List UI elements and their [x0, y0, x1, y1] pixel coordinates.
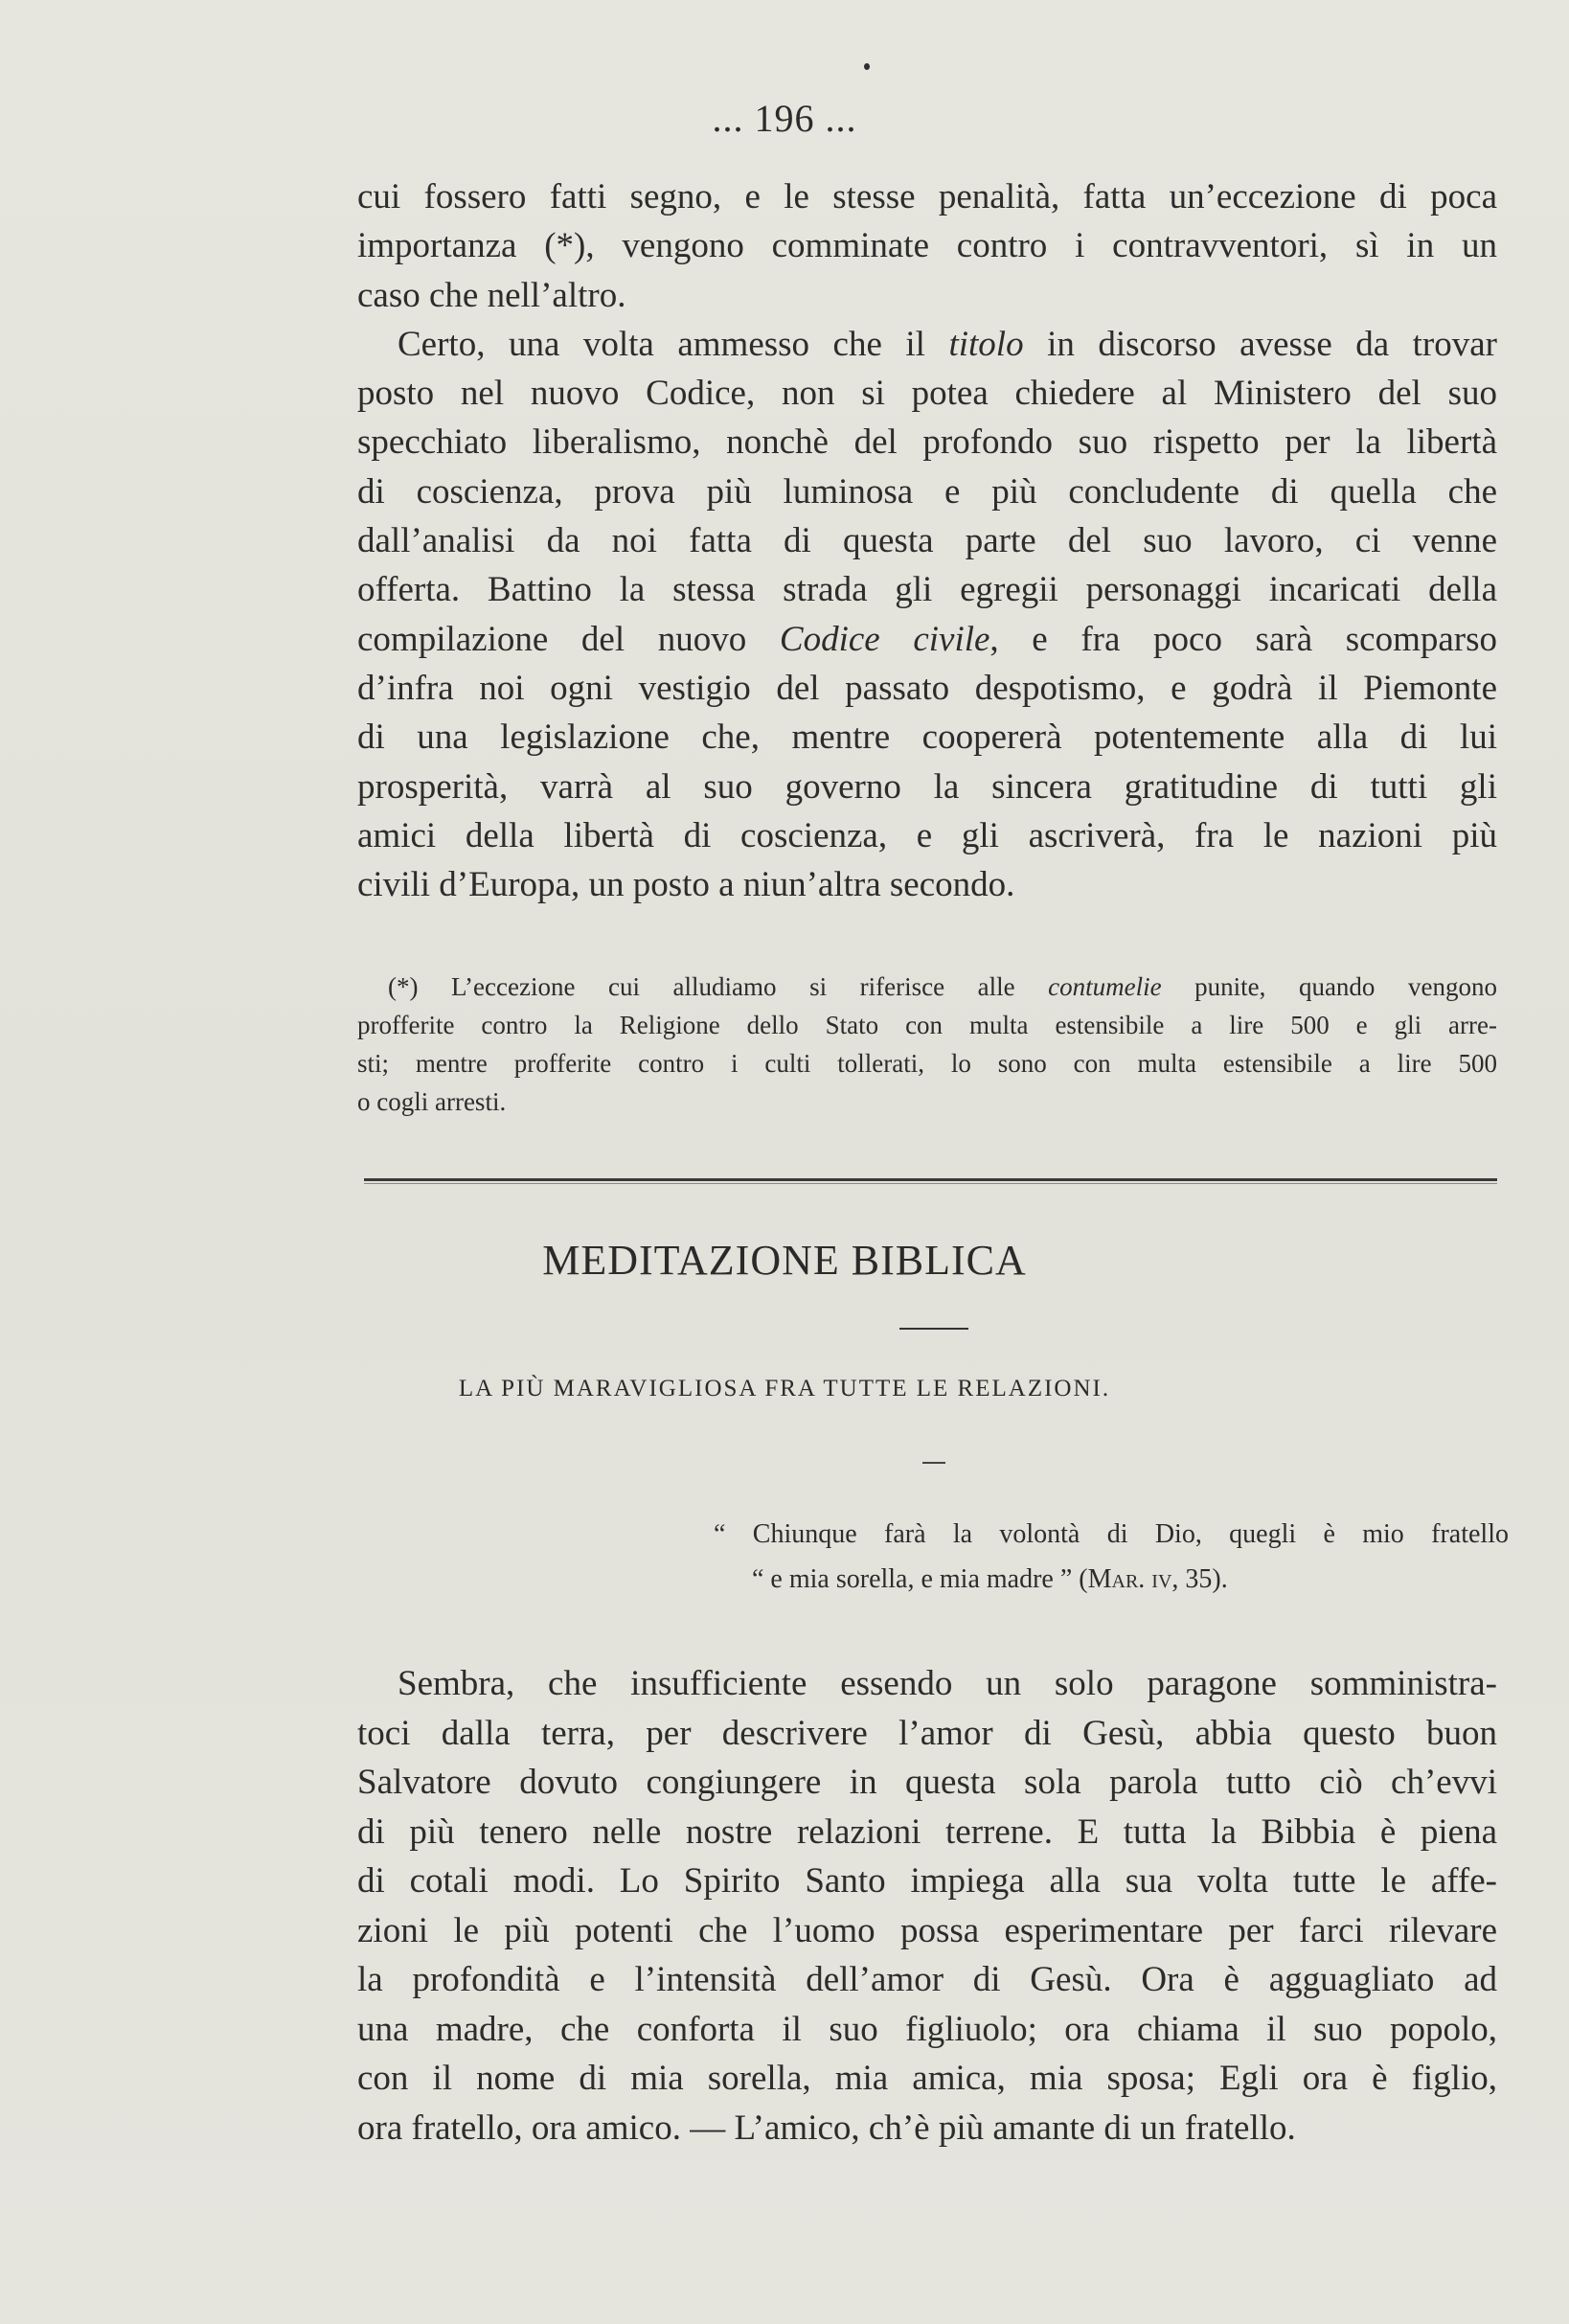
- text-line: d’infra noi ogni vestigio del passato despotismo, e godrà il Piemonte: [357, 668, 1497, 708]
- italic-term: contumelie: [1048, 972, 1162, 1001]
- section-subtitle: LA PIÙ MARAVIGLIOSA FRA TUTTE LE RELAZIONI.: [458, 1376, 1111, 1401]
- epigraph-text: ).: [1212, 1564, 1228, 1594]
- italic-term: titolo: [948, 324, 1024, 364]
- italic-term: Codice civile: [779, 619, 990, 659]
- text-line: di cotali modi. Lo Spirito Santo impiega alla sua volta tutte le affe-: [357, 1861, 1497, 1901]
- text-line: posto nel nuovo Codice, non si potea chiedere al Ministero del suo: [357, 374, 1497, 414]
- text-line: Certo, una volta ammesso che il titolo in discorso avesse da trovar: [398, 324, 1497, 364]
- epigraph-line: [714, 1557, 1509, 1602]
- text-line: caso che nell’altro.: [357, 275, 626, 315]
- epigraph-text: “ e mia sorella, e mia madre ” (: [752, 1564, 1088, 1594]
- scripture-reference: Mar. iv, 35: [1087, 1564, 1213, 1594]
- text-line: con il nome di mia sorella, mia amica, mia sposa; Egli ora è figlio,: [357, 2059, 1497, 2098]
- text-line: la profondità e l’intensità dell’amor di Gesù. Ora è agguagliato ad: [357, 1960, 1497, 1999]
- text-line: civili d’Europa, un posto a niun’altra secondo.: [357, 865, 1015, 905]
- running-head: ... 196 ...: [712, 97, 857, 140]
- epigraph: [714, 1512, 1509, 1602]
- text-line: importanza (*), vengono comminate contro i contravventori, sì in un: [357, 226, 1497, 266]
- text-line: offerta. Battino la stessa strada gli egregii personaggi incaricati della: [357, 570, 1497, 610]
- footnote-line: o cogli arresti.: [357, 1087, 507, 1116]
- text-line: ora fratello, ora amico. — L’amico, ch’è più amante di un fratello.: [357, 2108, 1296, 2148]
- epigraph-line: “ Chiunque farà la volontà di Dio, quegli è mio fratello: [714, 1519, 1509, 1549]
- text-line: amici della libertà di coscienza, e gli ascriverà, fra le nazioni più: [357, 815, 1497, 855]
- text-line: prosperità, varrà al suo governo la sincera gratitudine di tutti gli: [357, 766, 1497, 807]
- ink-speck: [864, 63, 870, 70]
- footnote-line: (*) L’eccezione cui alludiamo si riferisce alle contumelie punite, quando vengono: [388, 972, 1497, 1001]
- text-line: una madre, che conforta il suo figliuolo; ora chiama il suo popolo,: [357, 2009, 1497, 2049]
- section-title: MEDITAZIONE BIBLICA: [542, 1237, 1027, 1284]
- text-line: di una legislazione che, mentre coopererà potentemente alla di lui: [357, 718, 1497, 758]
- text-line: dall’analisi da noi fatta di questa parte del suo lavoro, ci venne: [357, 521, 1497, 561]
- text-line: toci dalla terra, per descrivere l’amor di Gesù, abbia questo buon: [357, 1713, 1497, 1753]
- footnote: [357, 968, 1497, 1121]
- text-line: Salvatore dovuto congiungere in questa sola parola tutto ciò ch’evvi: [357, 1763, 1497, 1802]
- footnote-line: sti; mentre profferite contro i culti tollerati, lo sono con multa estensibile a lire 500: [357, 1049, 1497, 1078]
- text-line: zioni le più potenti che l’uomo possa esperimentare per farci rilevare: [357, 1910, 1497, 1950]
- footnote-line: profferite contro la Religione dello Stato con multa estensibile a lire 500 e gli arre-: [357, 1011, 1497, 1039]
- text-line: cui fossero fatti segno, e le stesse penalità, fatta un’eccezione di poca: [357, 177, 1497, 216]
- text-line: Sembra, che insufficiente essendo un solo paragone somministra-: [398, 1664, 1497, 1703]
- text-line: di più tenero nelle nostre relazioni terrene. E tutta la Bibbia è piena: [357, 1811, 1497, 1852]
- title-rule: [899, 1328, 968, 1330]
- bottom-paragraph: [357, 1659, 1497, 2153]
- section-divider: [364, 1178, 1497, 1181]
- section-divider-shadow: [364, 1183, 1497, 1184]
- subtitle-dash: [922, 1462, 945, 1464]
- text-line: di coscienza, prova più luminosa e più concludente di quella che: [357, 471, 1497, 512]
- text-line: specchiato liberalismo, nonchè del profondo suo rispetto per la libertà: [357, 422, 1497, 463]
- top-paragraphs: [357, 172, 1497, 909]
- text-line: compilazione del nuovo Codice civile, e fra poco sarà scomparso: [357, 619, 1497, 659]
